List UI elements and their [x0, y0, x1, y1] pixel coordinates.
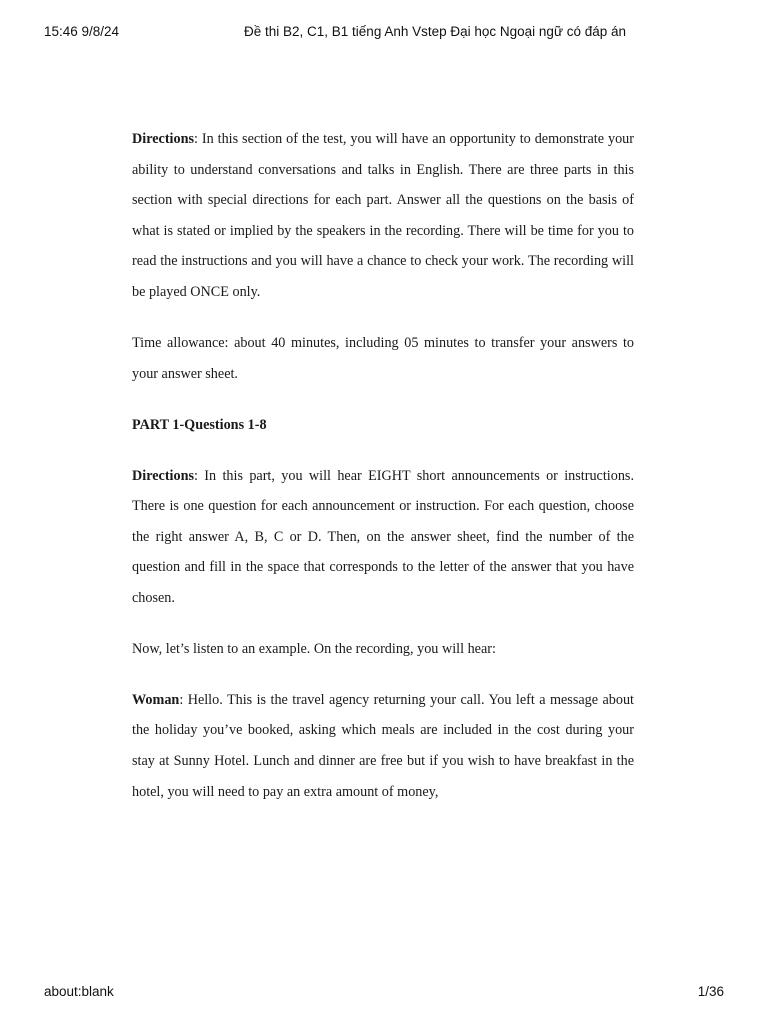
- print-header: [0, 24, 768, 44]
- page-number: 1/36: [697, 984, 724, 999]
- part-heading: PART 1-Questions 1-8: [132, 416, 267, 433]
- directions-paragraph: [132, 124, 634, 308]
- part1-directions-label: Directions: [132, 467, 194, 484]
- document-title: Đề thi B2, C1, B1 tiếng Anh Vstep Đại học Ngoại ngữ có đáp án: [244, 24, 627, 39]
- directions-text: : In this section of the test, you will have an opportunity to demonstrate your ability to understand conversations and talks in English. There are three parts in this section with special directions for each part. Answer all the questions on the basis of what is stated or implied by the speakers in the recording. There will be time for you to read the instructions and you will have a chance to check your work. The recording will be played ONCE only.: [132, 131, 634, 300]
- part1-directions-text: : In this part, you will hear EIGHT short announcements or instructions. There is one question for each announcement or instruction. For each question, choose the right answer A, B, C or D. Then, on the answer sheet, find the number of the question and fill in the space that corresponds to the letter of the answer that you have chosen.: [132, 467, 634, 606]
- directions-label: Directions: [132, 131, 194, 147]
- woman-transcript-paragraph: [132, 685, 634, 807]
- part1-directions-paragraph: [132, 461, 634, 614]
- time-allowance-paragraph: Time allowance: about 40 minutes, including 05 minutes to transfer your answers to your answer sheet.: [132, 334, 634, 382]
- print-footer: [0, 984, 768, 1004]
- document-body: [132, 124, 634, 828]
- page-url: about:blank: [44, 984, 114, 999]
- print-datetime: 15:46 9/8/24: [44, 24, 120, 39]
- example-intro-paragraph: Now, let’s listen to an example. On the recording, you will hear:: [132, 640, 496, 657]
- speaker-label: Woman: [132, 691, 180, 708]
- transcript-text: : Hello. This is the travel agency returning your call. You left a message about the holiday you’ve booked, asking which meals are included in the cost during your stay at Sunny Hotel. Lunch and dinner are free but if you wish to have breakfast in the hotel, you will need to pay an extra amount of money,: [132, 691, 634, 800]
